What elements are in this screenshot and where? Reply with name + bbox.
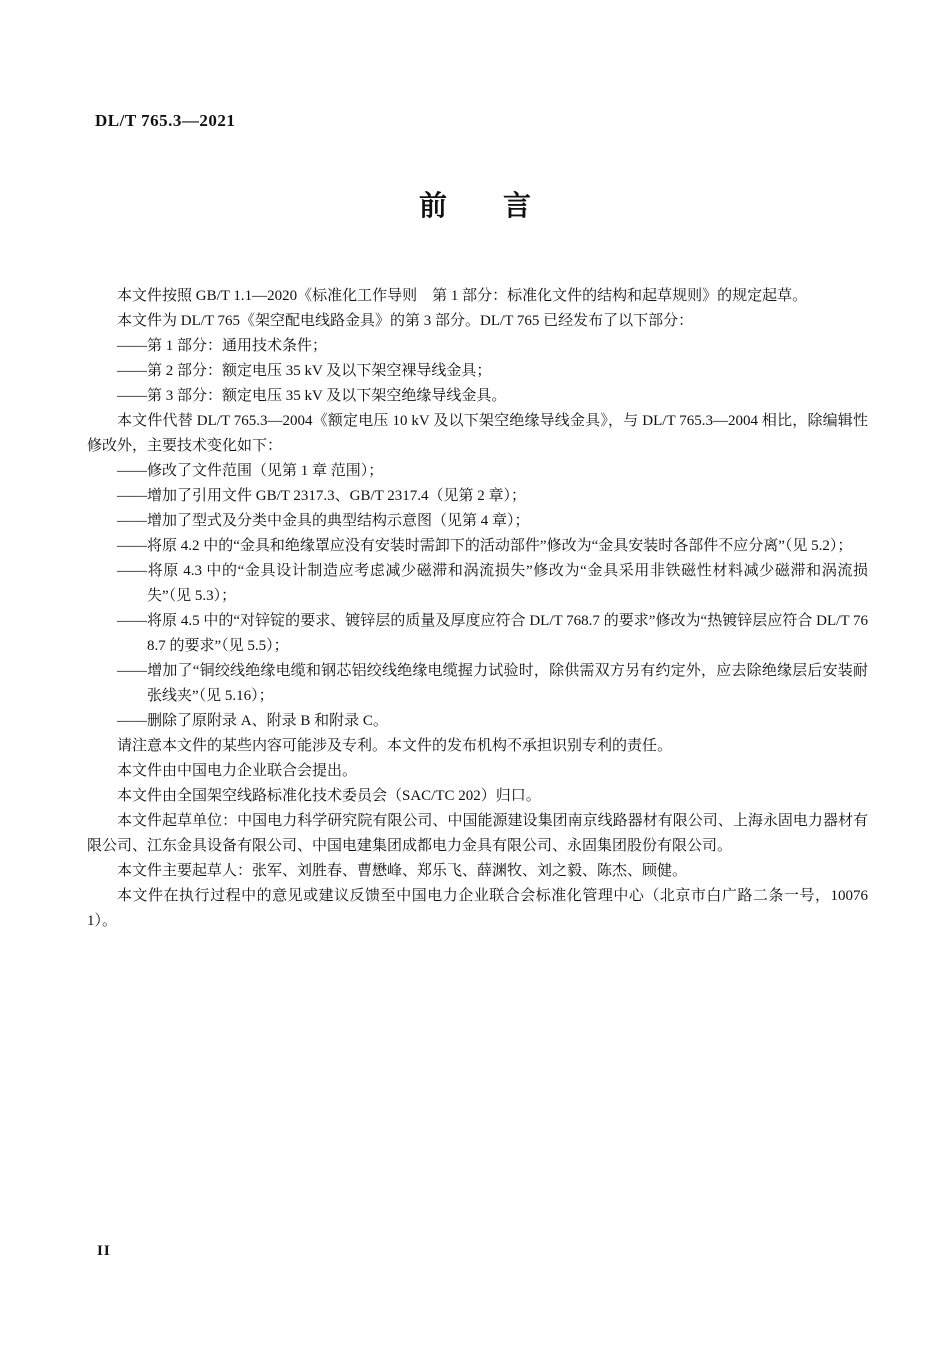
paragraph-replacement: 本文件代替 DL/T 765.3—2004《额定电压 10 kV 及以下架空绝缘导线金具》，与 DL/T 765.3—2004 相比，除编辑性修改外，主要技术变化如下：: [87, 413, 868, 454]
paragraph-series-intro: 本文件为 DL/T 765《架空配电线路金具》的第 3 部分。DL/T 765 已经发布了以下部分：: [117, 313, 694, 329]
change-item-references: ——增加了引用文件 GB/T 2317.3、GB/T 2317.4（见第 2 章）；: [117, 488, 527, 504]
change-item-4-3: ——将原 4.3 中的“金具设计制造应考虑减少磁滞和涡流损失”修改为“金具采用非铁磁性材料减少磁滞和涡流损失”（见 5.3）；: [117, 563, 868, 604]
paragraph-patent-notice: 请注意本文件的某些内容可能涉及专利。本文件的发布机构不承担识别专利的责任。: [117, 738, 673, 754]
change-item-diagrams: ——增加了型式及分类中金具的典型结构示意图（见第 4 章）；: [117, 513, 530, 529]
change-item-4-5: ——将原 4.5 中的“对锌锭的要求、镀锌层的质量及厚度应符合 DL/T 768.7 的要求”修改为“热镀锌层应符合 DL/T 768.7 的要求”（见 5.5）；: [117, 613, 868, 654]
page-number: II: [97, 1243, 111, 1259]
list-item-part1: ——第 1 部分：通用技术条件；: [117, 338, 328, 354]
list-item-part2: ——第 2 部分：额定电压 35 kV 及以下架空裸导线金具；: [117, 363, 492, 379]
paragraph-drafting-organizations: 本文件起草单位：中国电力科学研究院有限公司、中国能源建设集团南京线路器材有限公司、上海永固电力器材有限公司、江东金具设备有限公司、中国电建集团成都电力金具有限公司、永固集团股份有限公司。: [87, 813, 868, 854]
paragraph-feedback-address: 本文件在执行过程中的意见或建议反馈至中国电力企业联合会标准化管理中心（北京市白广路二条一号，100761）。: [87, 888, 868, 929]
paragraph-proposer: 本文件由中国电力企业联合会提出。: [117, 763, 358, 779]
foreword-body: [87, 284, 868, 934]
paragraph-committee: 本文件由全国架空线路标准化技术委员会（SAC/TC 202）归口。: [117, 788, 541, 804]
list-item-part3: ——第 3 部分：额定电压 35 kV 及以下架空绝缘导线金具。: [117, 388, 507, 404]
change-item-grip-test: ——增加了“铜绞线绝缘电缆和钢芯铝绞线绝缘电缆握力试验时，除供需双方另有约定外，应去除绝缘层后安装耐张线夹”（见 5.16）；: [117, 663, 868, 704]
standard-code: DL/T 765.3—2021: [95, 111, 236, 130]
change-item-annex-removed: ——删除了原附录 A、附录 B 和附录 C。: [117, 713, 388, 729]
paragraph-basis: 本文件按照 GB/T 1.1—2020《标准化工作导则 第 1 部分：标准化文件的结构和起草规则》的规定起草。: [117, 288, 808, 304]
change-item-scope: ——修改了文件范围（见第 1 章 范围）；: [117, 463, 384, 479]
change-item-4-2: ——将原 4.2 中的“金具和绝缘罩应没有安装时需卸下的活动部件”修改为“金具安装时各部件不应分离”（见 5.2）；: [117, 538, 853, 554]
page-title: 前 言: [418, 190, 531, 221]
paragraph-drafters: 本文件主要起草人：张军、刘胜春、曹懋峰、郑乐飞、薛渊牧、刘之毅、陈杰、顾健。: [117, 863, 688, 879]
